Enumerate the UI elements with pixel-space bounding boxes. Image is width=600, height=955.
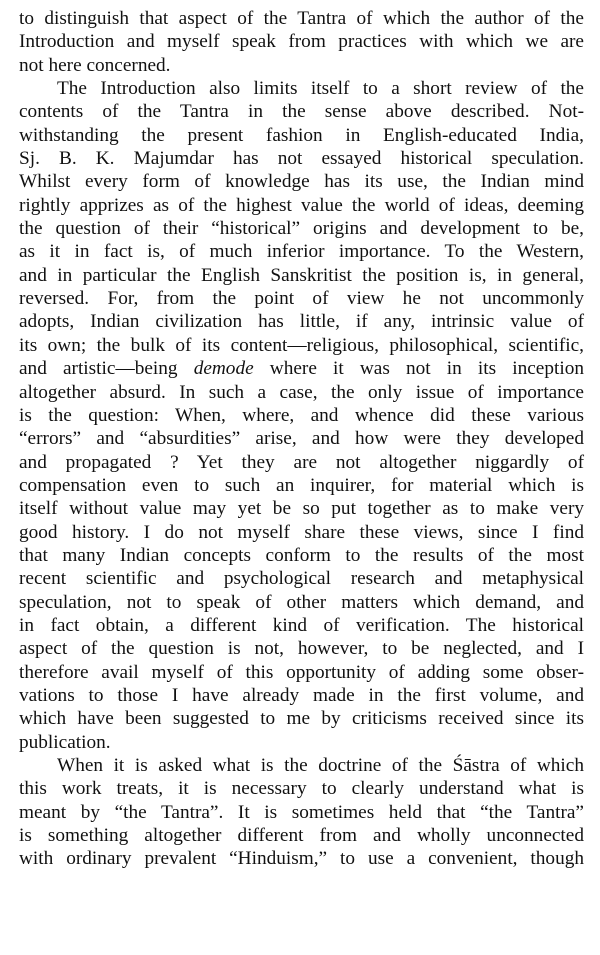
text-segment: where it was not in its inception	[253, 358, 584, 380]
text-line: vations to those I have already made in the first volume, and	[19, 684, 584, 706]
text-line: its own; the bulk of its content—religious, philosophical, scientific,	[19, 334, 584, 356]
text-line: to distinguish that aspect of the Tantra of which the author of the	[19, 8, 584, 29]
text-line: therefore avail myself of this opportunity of adding some obser-	[19, 661, 584, 683]
paragraph-3	[19, 754, 584, 871]
text-segment: and artistic—being	[19, 358, 194, 380]
text-line: not here concerned.	[19, 54, 171, 76]
text-line: The Introduction also limits itself to a short review of the	[57, 78, 584, 100]
text-line: Introduction and myself speak from practices with which we are	[19, 31, 584, 53]
text-line: this work treats, it is necessary to clearly understand what is	[19, 778, 584, 800]
text-line: withstanding the present fashion in English-educated India,	[19, 124, 584, 146]
text-line: with ordinary prevalent “Hinduism,” to use a convenient, though	[19, 848, 584, 870]
text-line: Whilst every form of knowledge has its use, the Indian mind	[19, 171, 584, 193]
text-line: altogether absurd. In such a case, the only issue of importance	[19, 381, 584, 403]
text-line: as it in fact is, of much inferior importance. To the Western,	[19, 241, 584, 263]
text-line: good history. I do not myself share these views, since I find	[19, 521, 584, 543]
text-line: adopts, Indian civilization has little, if any, intrinsic value of	[19, 311, 584, 333]
text-line: meant by “the Tantra”. It is sometimes held that “the Tantra”	[19, 801, 584, 823]
text-line-with-italic	[19, 357, 584, 380]
italic-word: demode	[193, 358, 254, 380]
text-line: reversed. For, from the point of view he not uncommonly	[19, 288, 584, 310]
text-line: itself without value may yet be so put together as to make very	[19, 498, 584, 520]
text-line: recent scientific and psychological research and metaphysical	[19, 568, 584, 590]
text-line: aspect of the question is not, however, to be neglected, and I	[19, 638, 584, 660]
paragraph-1	[19, 7, 584, 77]
text-line: the question of their “historical” origins and development to be,	[19, 218, 584, 240]
text-line: and propagated ? Yet they are not altogether niggardly of	[19, 451, 584, 473]
text-line: which have been suggested to me by criticisms received since its	[19, 708, 584, 730]
text-line: is something altogether different from and wholly unconnected	[19, 825, 584, 847]
text-line: and in particular the English Sanskritist the position is, in general,	[19, 264, 584, 286]
text-line: contents of the Tantra in the sense above described. Not-	[19, 101, 584, 123]
text-line: that many Indian concepts conform to the results of the most	[19, 544, 584, 566]
text-line: publication.	[19, 731, 111, 753]
text-line: is the question: When, where, and whence did these various	[19, 404, 584, 426]
document-page	[19, 7, 584, 871]
text-line: “errors” and “absurdities” arise, and how were they developed	[19, 428, 584, 450]
text-line: in fact obtain, a different kind of verification. The historical	[19, 614, 584, 636]
text-line: rightly apprizes as of the highest value the world of ideas, deeming	[19, 194, 584, 216]
text-line: When it is asked what is the doctrine of the Śāstra of which	[57, 755, 584, 776]
text-line: speculation, not to speak of other matters which demand, and	[19, 591, 584, 613]
text-line: compensation even to such an inquirer, for material which is	[19, 474, 584, 496]
paragraph-2	[19, 77, 584, 754]
text-line: Sj. B. K. Majumdar has not essayed historical speculation.	[19, 148, 584, 170]
